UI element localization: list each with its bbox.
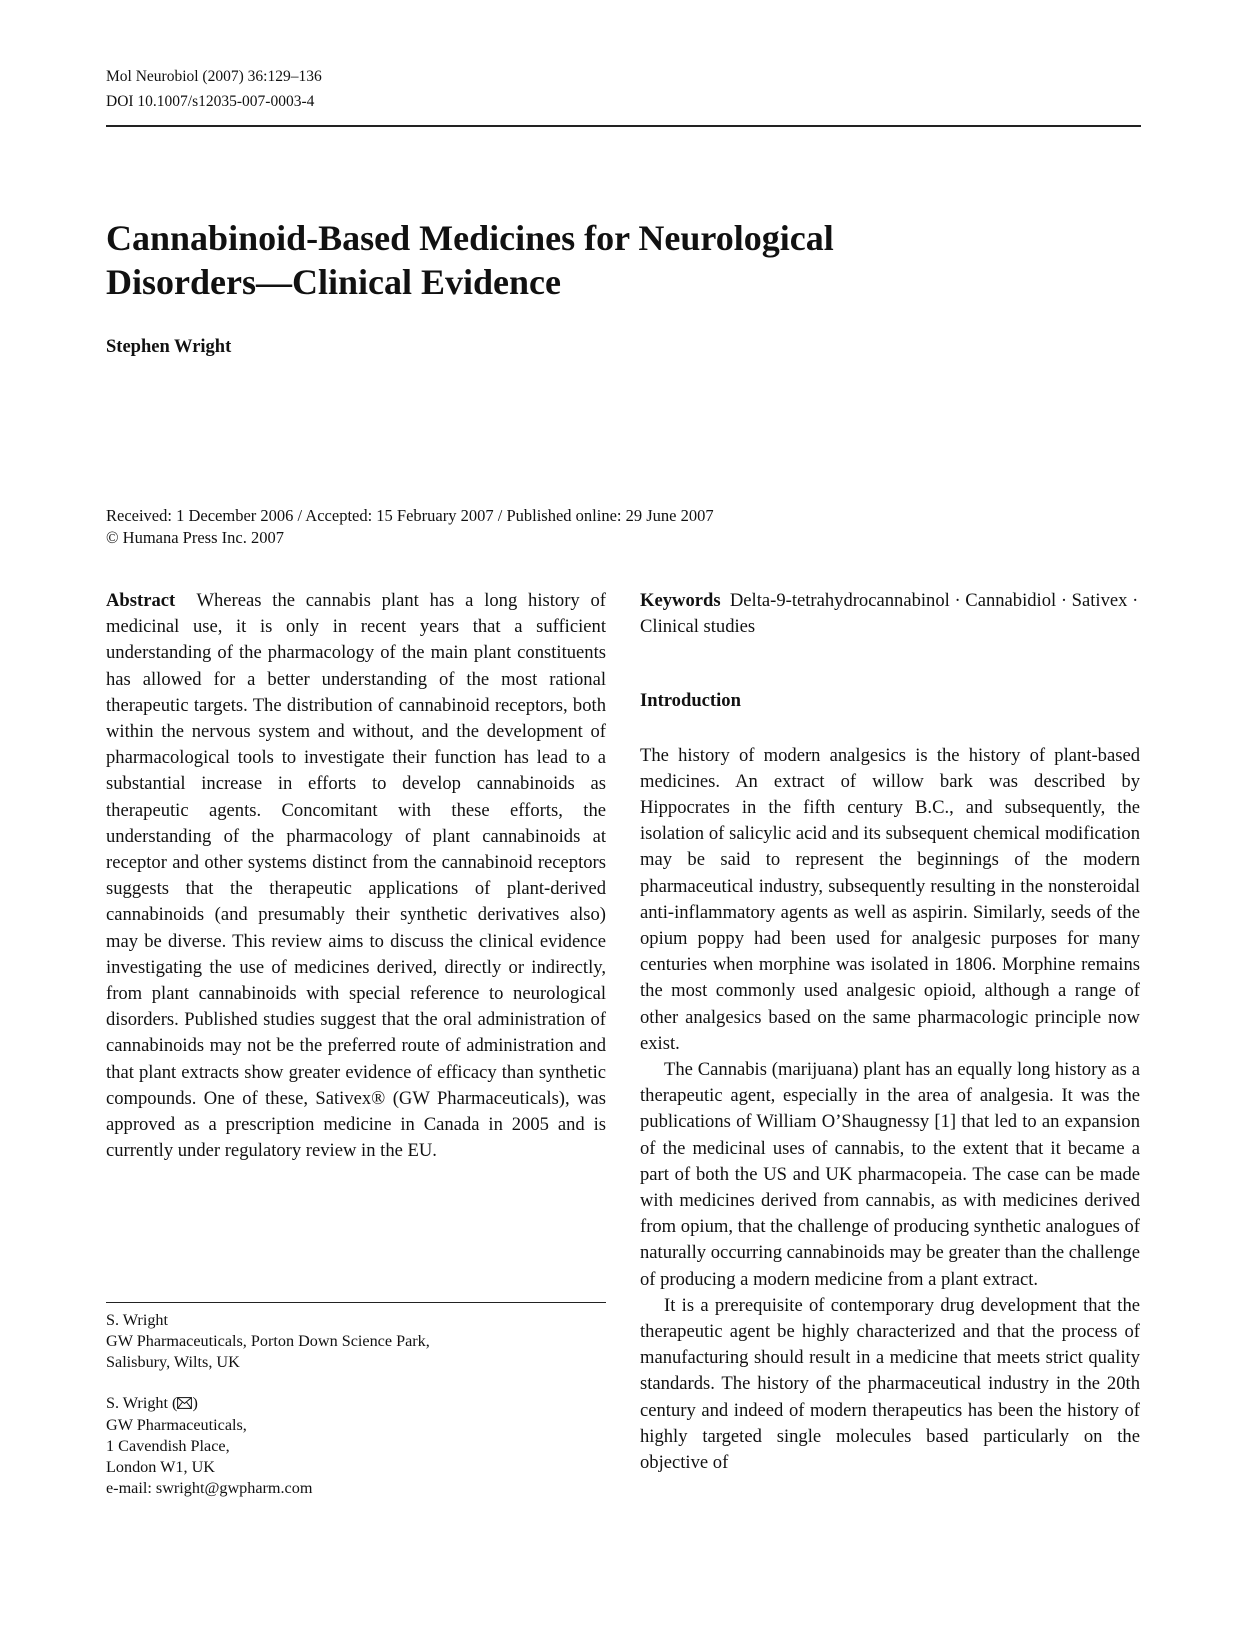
title-line-2: Disorders—Clinical Evidence [106, 262, 561, 302]
author-name: Stephen Wright [106, 337, 232, 357]
header-rule [106, 125, 1141, 127]
keywords-label: Keywords [640, 590, 721, 611]
intro-paragraph-1: The history of modern analgesics is the history of plant-based medicines. An extract of willow bark was described by Hippocrates in the fifth century B.C., and subsequently, the isolation of salicylic acid and its subsequent chemical modification may be said to represent the beginnings of the modern pharmaceutical industry, subsequently resulting in the nonsteroidal anti-inflammatory agents as well as aspirin. Similarly, seeds of the opium poppy had been used for analgesic purposes for many centuries when morphine was isolated in 1806. Morphine remains the most commonly used analgesic opioid, although a range of other analgesics based on the same pharmacologic principle now exist. [640, 744, 1140, 1054]
keywords-text: Delta-9-tetrahydrocannabinol · Cannabidiol · Sativex · Clinical studies [640, 590, 1139, 638]
intro-paragraph-3: It is a prerequisite of contemporary drug development that the therapeutic agent be highly characterized and that the process of manufacturing should result in a medicine that meets strict quality standards. The history of the pharmaceutical industry in the 20th century and indeed of modern therapeutics has been the history of highly targeted single molecules based particularly on the objective of [640, 1294, 1140, 1474]
affiliation-rule [106, 1302, 606, 1303]
affil-city-2: London W1, UK [106, 1457, 215, 1476]
right-column [640, 588, 1140, 1476]
affil-name-1: S. Wright [106, 1311, 169, 1329]
title-line-1: Cannabinoid-Based Medicines for Neurological [106, 218, 834, 258]
envelope-icon [177, 1394, 192, 1415]
journal-citation: Mol Neurobiol (2007) 36:129–136 [106, 68, 322, 85]
article-dates [106, 505, 714, 549]
journal-header [106, 64, 322, 114]
copyright: © Humana Press Inc. 2007 [106, 528, 284, 547]
affil-email: e-mail: swright@gwpharm.com [106, 1478, 313, 1497]
affil-name-2-text: S. Wright ( [106, 1394, 178, 1412]
affil-address-2: 1 Cavendish Place, [106, 1436, 230, 1455]
introduction-heading: Introduction [640, 690, 741, 712]
affil-org-2: GW Pharmaceuticals, [106, 1415, 247, 1434]
affil-location-1: Salisbury, Wilts, UK [106, 1353, 240, 1371]
left-column [106, 588, 606, 1164]
abstract-label: Abstract [106, 590, 176, 611]
affil-spacer [106, 1373, 430, 1393]
intro-paragraph-2: The Cannabis (marijuana) plant has an equally long history as a therapeutic agent, especially in the area of analgesia. It was the publications of William O’Shaugnessy [1] that led to an expansion of the medicinal uses of cannabis, to the extent that it became a part of both the US and UK pharmacopeia. The case can be made with medicines derived from cannabis, as with medicines derived from opium, that the challenge of producing synthetic analogues of naturally occurring cannabinoids may be greater than the challenge of producing a modern medicine from a plant extract. [640, 1059, 1140, 1290]
keywords [640, 588, 1140, 640]
abstract [106, 588, 606, 1164]
history-dates: Received: 1 December 2006 / Accepted: 15 February 2007 / Published online: 29 June 2007 [106, 506, 714, 525]
affiliation-block [106, 1310, 430, 1499]
abstract-text: Whereas the cannabis plant has a long history of medicinal use, it is only in recent years that a sufficient understanding of the pharmacology of the main plant constituents has allowed for a better understanding of the most rational therapeutic targets. The distribution of cannabinoid receptors, both within the nervous system and without, and the development of pharmacological tools to investigate their function has lead to a substantial increase in efforts to develop cannabinoids as therapeutic agents. Concomitant with these efforts, the understanding of the pharmacology of plant cannabinoids at receptor and other systems distinct from the cannabinoid receptors suggests that the therapeutic applications of plant-derived cannabinoids (and presumably their synthetic derivatives also) may be diverse. This review aims to discuss the clinical evidence investigating the use of medicines derived, directly or indirectly, from plant cannabinoids with special reference to neurological disorders. Published studies suggest that the oral administration of cannabinoids may not be the preferred route of administration and that plant extracts show greater evidence of efficacy than synthetic compounds. One of these, Sativex® (GW Pharmaceuticals), was approved as a prescription medicine in Canada in 2005 and is currently under regulatory review in the EU. [106, 590, 606, 1162]
article-title [106, 216, 1006, 304]
affil-org-1: GW Pharmaceuticals, Porton Down Science Park, [106, 1332, 430, 1350]
affil-name-2 [106, 1393, 430, 1415]
doi: DOI 10.1007/s12035-007-0003-4 [106, 93, 315, 110]
affil-name-2-close: ) [192, 1394, 198, 1412]
